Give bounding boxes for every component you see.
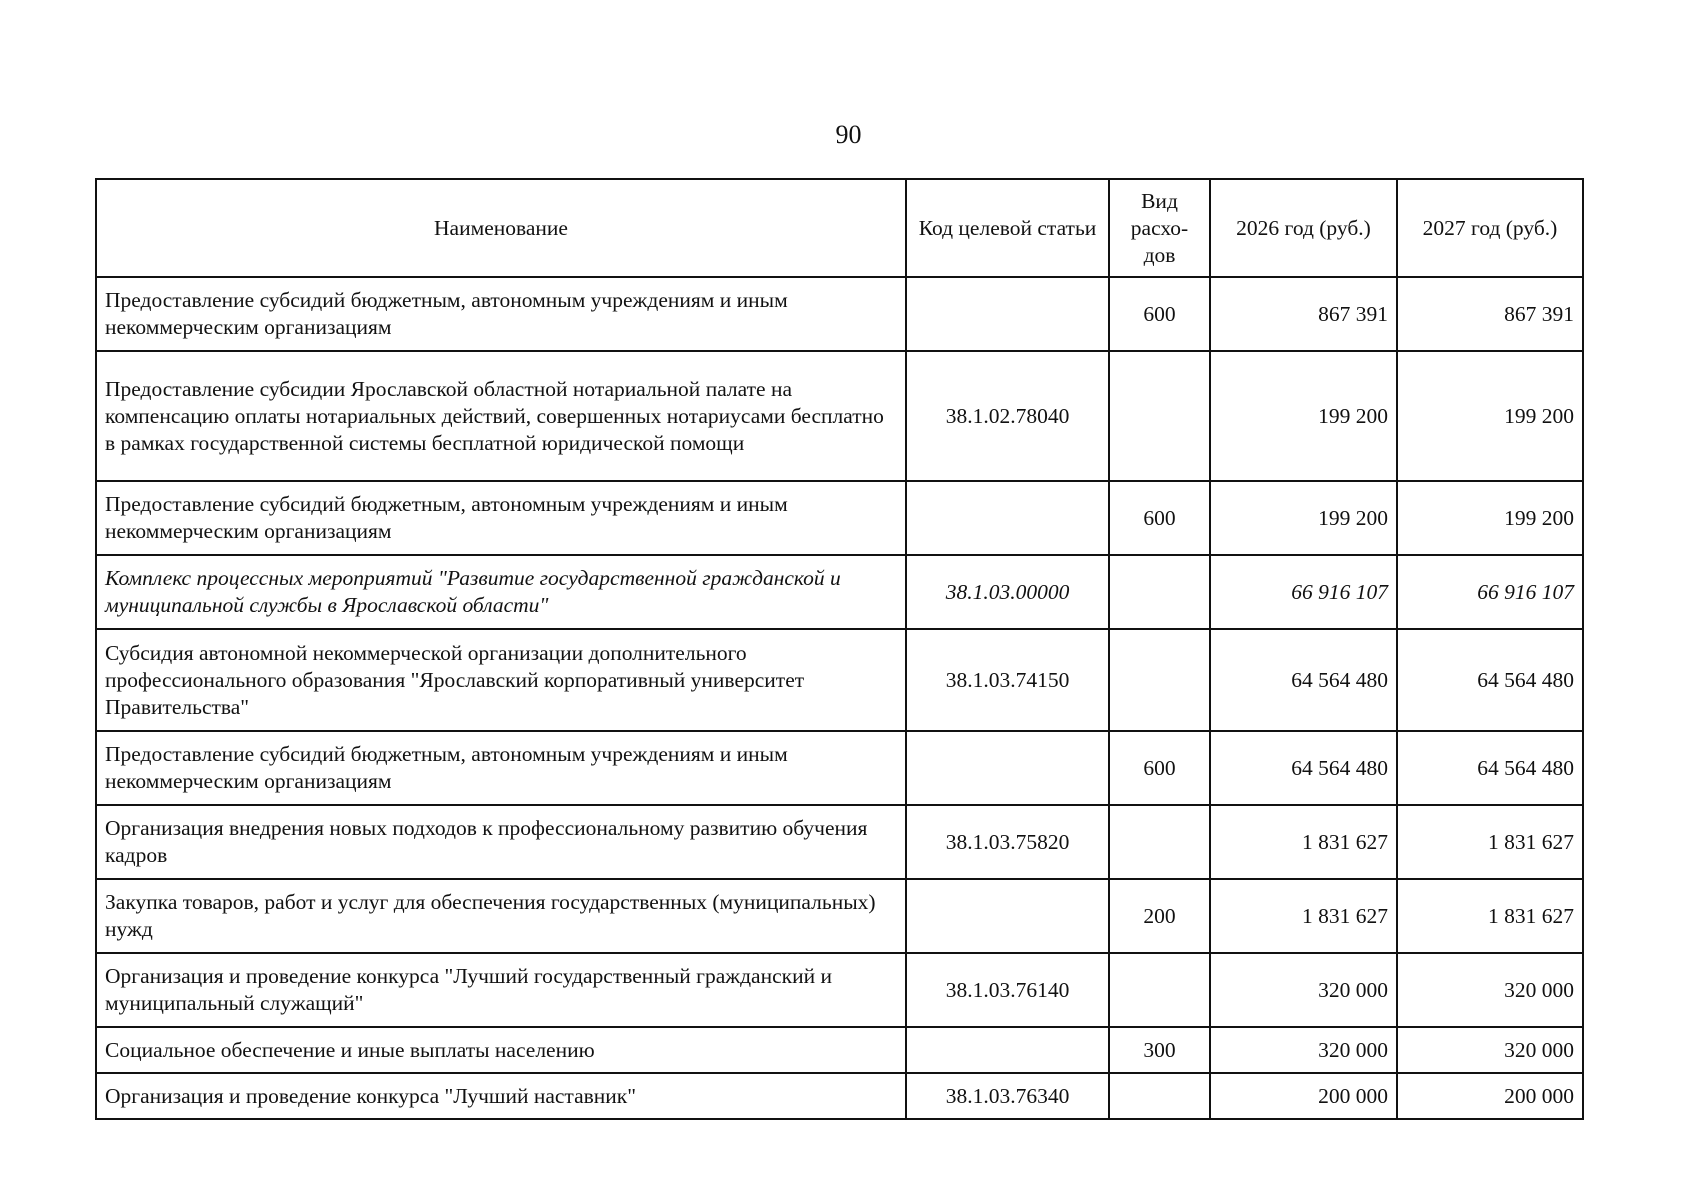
row-code-cell: 38.1.03.74150	[906, 629, 1109, 731]
row-name-cell: Предоставление субсидий бюджетным, автономным учреждениям и иным некоммерческим организациям	[96, 731, 906, 805]
row-2026-cell: 199 200	[1210, 481, 1397, 555]
table-header-row	[96, 179, 1583, 277]
row-name-cell: Организация внедрения новых подходов к профессиональному развитию обучения кадров	[96, 805, 906, 879]
row-code-cell	[906, 277, 1109, 351]
row-name-cell: Субсидия автономной некоммерческой организации дополнительного профессионального образования "Ярославский корпоративный университет Правительства"	[96, 629, 906, 731]
row-code-cell	[906, 879, 1109, 953]
row-code-cell	[906, 731, 1109, 805]
header-2027: 2027 год (руб.)	[1397, 179, 1583, 277]
row-kind-cell	[1109, 953, 1210, 1027]
page-number: 90	[835, 120, 862, 149]
row-2027-cell: 320 000	[1397, 953, 1583, 1027]
header-kind: Вид расхо-дов	[1109, 179, 1210, 277]
table-row	[96, 953, 1583, 1027]
row-2026-cell: 64 564 480	[1210, 731, 1397, 805]
table-row	[96, 351, 1583, 481]
row-code-cell: 38.1.03.00000	[906, 555, 1109, 629]
row-2027-cell: 320 000	[1397, 1027, 1583, 1073]
row-2027-cell: 64 564 480	[1397, 731, 1583, 805]
row-code-cell: 38.1.03.76140	[906, 953, 1109, 1027]
header-2026: 2026 год (руб.)	[1210, 179, 1397, 277]
row-2026-cell: 320 000	[1210, 953, 1397, 1027]
row-kind-cell: 600	[1109, 731, 1210, 805]
table-row	[96, 1027, 1583, 1073]
header-name: Наименование	[96, 179, 906, 277]
row-2027-cell: 200 000	[1397, 1073, 1583, 1119]
row-name-cell: Предоставление субсидии Ярославской областной нотариальной палате на компенсацию оплаты нотариальных действий, совершенных нотариусами бесплатно в рамках государственной системы бесплатной юридической помощи	[96, 351, 906, 481]
table-row	[96, 805, 1583, 879]
row-name-cell: Социальное обеспечение и иные выплаты населению	[96, 1027, 906, 1073]
row-2027-cell: 1 831 627	[1397, 879, 1583, 953]
row-name-cell: Предоставление субсидий бюджетным, автономным учреждениям и иным некоммерческим организациям	[96, 277, 906, 351]
row-code-cell: 38.1.02.78040	[906, 351, 1109, 481]
row-2026-cell: 1 831 627	[1210, 805, 1397, 879]
row-2026-cell: 320 000	[1210, 1027, 1397, 1073]
row-2026-cell: 1 831 627	[1210, 879, 1397, 953]
row-2027-cell: 199 200	[1397, 351, 1583, 481]
row-2027-cell: 867 391	[1397, 277, 1583, 351]
row-2026-cell: 867 391	[1210, 277, 1397, 351]
row-kind-cell	[1109, 1073, 1210, 1119]
row-code-cell: 38.1.03.75820	[906, 805, 1109, 879]
row-code-cell	[906, 481, 1109, 555]
row-name-cell: Организация и проведение конкурса "Лучший наставник"	[96, 1073, 906, 1119]
row-kind-cell	[1109, 351, 1210, 481]
header-code: Код целевой статьи	[906, 179, 1109, 277]
row-2027-cell: 199 200	[1397, 481, 1583, 555]
row-kind-cell	[1109, 805, 1210, 879]
row-2027-cell: 1 831 627	[1397, 805, 1583, 879]
row-name-cell: Закупка товаров, работ и услуг для обеспечения государственных (муниципальных) нужд	[96, 879, 906, 953]
row-2026-cell: 64 564 480	[1210, 629, 1397, 731]
table-row	[96, 731, 1583, 805]
table-row	[96, 277, 1583, 351]
row-kind-cell: 600	[1109, 277, 1210, 351]
row-2027-cell: 64 564 480	[1397, 629, 1583, 731]
table-row	[96, 629, 1583, 731]
row-code-cell: 38.1.03.76340	[906, 1073, 1109, 1119]
row-kind-cell: 200	[1109, 879, 1210, 953]
row-name-cell: Организация и проведение конкурса "Лучший государственный гражданский и муниципальный служащий"	[96, 953, 906, 1027]
table-row	[96, 1073, 1583, 1119]
table-row	[96, 879, 1583, 953]
row-kind-cell	[1109, 629, 1210, 731]
row-kind-cell	[1109, 555, 1210, 629]
row-code-cell	[906, 1027, 1109, 1073]
table-row	[96, 555, 1583, 629]
row-kind-cell: 300	[1109, 1027, 1210, 1073]
row-name-cell: Предоставление субсидий бюджетным, автономным учреждениям и иным некоммерческим организациям	[96, 481, 906, 555]
row-2026-cell: 199 200	[1210, 351, 1397, 481]
row-2026-cell: 66 916 107	[1210, 555, 1397, 629]
row-2027-cell: 66 916 107	[1397, 555, 1583, 629]
row-name-cell: Комплекс процессных мероприятий "Развитие государственной гражданской и муниципальной службы в Ярославской области"	[96, 555, 906, 629]
row-kind-cell: 600	[1109, 481, 1210, 555]
budget-table	[95, 178, 1584, 1120]
row-2026-cell: 200 000	[1210, 1073, 1397, 1119]
table-row	[96, 481, 1583, 555]
